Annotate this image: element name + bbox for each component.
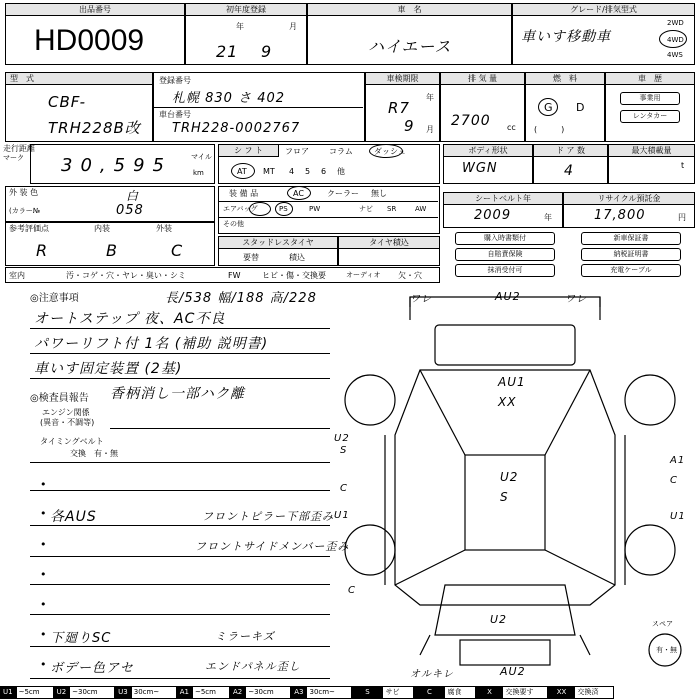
displacement-unit: cc [507,123,516,132]
notes-line-2: パワーリフト付 1名 (補助 説明書) [34,336,269,352]
grades-exterior: 外装 [156,224,172,233]
seatbelt-unit: 年 [544,213,552,222]
notes-dimensions: 長/538 幅/188 高/228 [165,291,317,306]
diag-mark-body-2: S [500,490,509,504]
registration-box [153,72,365,142]
inspector-line-5: ミラーキズ [215,630,275,643]
seatbelt-box [443,192,563,228]
shift-at: AT [237,167,247,176]
notes-line-4: 香柄消し一部ハク離 [110,386,245,402]
usage-business: 事業用 [620,92,680,105]
doc-deregister: 抹消受付可 [455,264,555,277]
grade-box [512,3,695,65]
mileage-value: 30,595 [61,155,172,176]
grades-label: 参考評価点 [9,224,49,233]
documents-area [443,230,695,280]
doc-charge-cable: 充電ケーブル [581,264,681,277]
grades-box [5,222,215,266]
legend-val-u3: 30cm~ [131,686,177,699]
legend-key-xx: XX [548,686,574,699]
diag-mark-body-1: U2 [500,470,519,484]
equip-other: その他 [223,220,244,228]
tire-header: タイヤ積込 [339,237,439,249]
diag-mark-right-2: C [670,475,678,486]
first-year-value: 21 [216,42,239,61]
inspector-line-1: 各AUS [50,509,97,525]
usage-header: 車 歴 [606,73,694,85]
diag-mark-front-center: AU2 [495,290,521,303]
legend-key-a1: A1 [177,686,192,699]
recycle-header: リサイクル預託金 [564,193,694,205]
equip-ps-circle [275,202,293,216]
shift-4: 4 [289,167,295,176]
legend-key-c: C [414,686,444,699]
legend-val-u2: ~30cm [69,686,115,699]
equipment-box [218,186,440,234]
diag-mark-left-4: U1 [334,510,350,521]
shift-floor: フロア [285,147,309,156]
equip-navi: ナビ [359,205,373,213]
displacement-header: 排 気 量 [441,73,524,85]
diag-mark-front-right: ワレ [565,294,587,305]
recycle-box [563,192,695,228]
legend-key-u2: U2 [54,686,70,699]
fuel-header: 燃 料 [526,73,604,85]
inspector-timing-sub: 交換 有・無 [70,449,118,458]
diag-mark-rear-left: オルキレ [410,669,454,680]
diag-mark-left-2: S [340,445,348,456]
grade-exterior: C [171,241,184,260]
doors-value: 4 [564,163,574,179]
equipment-label: 装 備 品 [229,189,259,198]
car-name-header: 車 名 [308,4,511,16]
shift-mt: MT [263,167,275,176]
shift-header: シ フ ト [219,145,279,157]
legend-key-u3: U3 [115,686,131,699]
audio-label: オーディオ [346,271,381,279]
shift-column: コラム [329,147,353,156]
diag-mark-rear-right: AU2 [500,665,526,678]
model-line1: CBF- [48,93,86,111]
model-box [5,72,153,142]
grade-interior: B [106,241,118,260]
diag-mark-roof-1: AU1 [498,375,526,389]
model-header: 型 式 [6,73,152,85]
studless-header: スタッドレスタイヤ [219,237,337,249]
legend-key-x: X [476,686,502,699]
doc-purchase: 購入時書類付 [455,232,555,245]
displacement-value: 2700 [451,113,491,129]
audio-opts: 欠・穴 [398,271,422,280]
fw-opts: ヒビ・傷・交換要 [262,271,326,280]
first-month-value: 9 [261,42,273,61]
spare-value: 有・無 [656,646,677,654]
inspector-line-6: ボデー色アセ [50,661,134,676]
inspection-value: R7 [388,99,410,117]
shift-dash: ダッシュ [374,147,406,156]
inspection-box [365,72,440,142]
legend-key-a2: A2 [230,686,245,699]
month-unit: 月 [289,22,297,31]
shift-dash-circle [369,144,403,158]
inspector-line-3: フロントサイドメンバー歪み [195,540,350,553]
grade-value: 車いす移動車 [521,29,611,45]
registration-label: 登録番号 [159,76,191,85]
legend-val-xx: 交換済 [574,686,614,699]
equip-aw: AW [415,205,427,213]
inspector-line-2: フロントピラー下部歪み [202,510,334,523]
mileage-unit-km: km [193,169,204,177]
doc-warranty: 新車保証書 [581,232,681,245]
fuel-g-circle [538,98,558,116]
shift-6: 6 [321,167,327,176]
fw-label: FW [228,271,241,280]
legend-val-a2: ~30cm [245,686,291,699]
inspector-engine-sub: (異音・不調等) [40,418,95,427]
mileage-label: 走行距離 [3,144,35,153]
color-sub: (カラー№ [9,207,41,215]
legend-bar [0,686,700,700]
first-registration-header: 初年度登録 [186,4,306,16]
fuel-g: G [544,101,553,114]
vehicle-diagram [330,285,700,680]
doc-tax: 納税証明書 [581,248,681,261]
registration-value: 札幌 830 さ 402 [172,91,286,106]
interior-label: 室内 [9,271,25,280]
legend-val-s: サビ [382,686,414,699]
equip-sr: SR [387,205,397,213]
grade-header: グレード/排気型式 [513,4,694,16]
grade-4wd-circle [659,30,687,48]
shift-at-circle [231,163,255,179]
inspection-month-unit: 月 [426,125,434,134]
color-code: 058 [116,203,144,218]
shift-box [218,144,440,184]
capacity-box [608,144,695,184]
diag-mark-right-1: A1 [670,455,686,466]
car-name-value: ハイエース [368,37,452,56]
legend-val-x: 交換要す [502,686,548,699]
doors-header: ド ア 数 [534,145,607,157]
interior-items: 汚・コゲ・穴・ヤレ・臭い・シミ [66,271,186,280]
studless-opt2: 積込 [289,253,305,262]
doc-insurance: 自賠責保険 [455,248,555,261]
model-line2: TRH228B改 [48,119,141,137]
body-shape-header: ボディ形状 [444,145,532,157]
shift-other: 他 [337,167,345,176]
diag-mark-rear-center: U2 [490,613,508,626]
legend-key-u1: U1 [0,686,16,699]
mileage-sub: マーク [3,154,24,162]
vin-label: 車台番号 [159,110,191,119]
usage-rental: レンタカー [620,110,680,123]
equip-none: 無し [371,189,387,198]
mileage-unit-mile: マイル [191,153,212,161]
equip-ps: PS [279,205,288,213]
color-label: 外 装 色 [9,188,39,197]
studless-opt1: 要替 [243,253,259,262]
recycle-unit: 円 [678,213,686,222]
interior-row [5,267,440,283]
mileage-box [3,144,215,184]
diag-mark-right-3: U1 [670,511,686,522]
equip-ac: AC [293,189,304,198]
inspector-line-7: エンドパネル歪し [205,660,301,673]
color-value: 白 [126,189,140,203]
inspector-header: ◎検査員報告 [30,393,89,404]
equip-cooler: クーラー [327,189,359,198]
diag-mark-left-3: C [340,483,348,494]
inspection-year-unit: 年 [426,93,434,102]
vin-value: TRH228-0002767 [172,121,301,136]
grades-interior: 内装 [94,224,110,233]
body-shape-value: WGN [462,161,498,176]
lot-number-header: 出品番号 [6,4,184,16]
capacity-unit: t [681,161,685,170]
notes-header: ◎注意事項 [30,293,79,304]
legend-val-u1: ~5cm [16,686,54,699]
grade-opt-4wd: 4WD [667,36,684,44]
legend-val-a1: ~5cm [192,686,230,699]
usage-box [605,72,695,142]
studless-box [218,236,338,266]
grade-overall: R [36,241,49,260]
equip-ac-circle [287,186,311,200]
grade-opt-2wd: 2WD [667,19,684,27]
inspection-month: 9 [404,117,415,135]
doors-box [533,144,608,184]
tire-box [338,236,440,266]
equip-pw: PW [309,205,321,213]
fuel-d: D [576,101,585,114]
notes-line-1: オートステップ 夜、AC不良 [34,311,226,327]
legend-key-a3: A3 [291,686,306,699]
year-unit: 年 [236,22,244,31]
grade-opt-4ws: 4WS [667,51,683,59]
seatbelt-header: シートベルト年 [444,193,562,205]
equip-airbag-circle [249,202,271,216]
inspector-engine: エンジン関係 [42,408,90,417]
equip-airbag: エアバッグ [223,205,258,213]
color-box [5,186,215,222]
notes-line-3: 車いす固定装置 (2基) [34,361,183,377]
inspector-timing: タイミングベルト [40,437,104,446]
diag-mark-front-left: ワレ [410,294,432,305]
capacity-header: 最大積載量 [609,145,694,157]
spare-label: スペア [652,620,673,628]
first-registration-box [185,3,307,65]
lot-number-box [5,3,185,65]
shift-5: 5 [305,167,311,176]
fuel-box: 燃 料 G D ( ) [525,72,605,142]
body-shape-box [443,144,533,184]
legend-key-s: S [352,686,382,699]
displacement-box [440,72,525,142]
lot-number: HD0009 [34,24,145,57]
recycle-value: 17,800 [594,208,646,223]
diag-mark-lower-left: C [348,585,356,596]
seatbelt-value: 2009 [474,208,512,223]
legend-val-a3: 30cm~ [306,686,352,699]
diag-mark-left-1: U2 [334,433,350,444]
diag-mark-roof-2: XX [498,395,517,409]
inspector-line-4: 下廻りSC [50,631,112,646]
car-name-box [307,3,512,65]
legend-val-c: 腐食 [444,686,476,699]
inspection-header: 車検期限 [366,73,439,85]
